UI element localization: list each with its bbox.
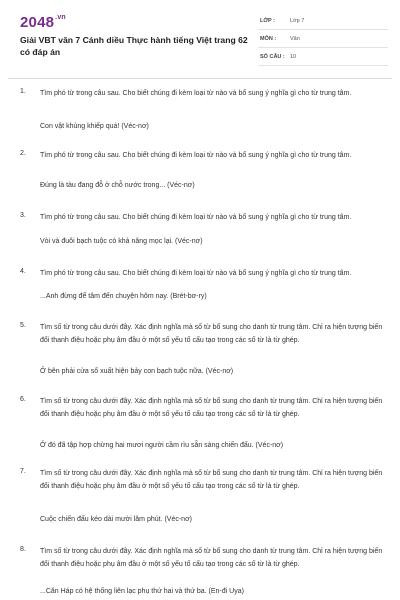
question-prompt: Tìm phó từ trong câu sau. Cho biết chúng đi kèm loại từ nào và bổ sung ý nghĩa gì cho từ trung tâm. (40, 270, 352, 277)
question-prompt: Tìm số từ trong câu dưới đây. Xác định nghĩa mà số từ bổ sung cho danh từ trung tâm. Chỉ ra hiện tượng biến đổi thanh điệu hoặc phụ âm đầu ở một số yếu tố cấu tạo trong các số từ là từ ghép. (40, 470, 383, 490)
logo-number: 2048 (20, 14, 55, 31)
question-prompt: Tìm phó từ trong câu sau. Cho biết chúng đi kèm loại từ nào và bổ sung ý nghĩa gì cho từ trung tâm. (40, 90, 352, 97)
header-divider (8, 78, 392, 79)
meta-value: Lớp 7 (290, 18, 305, 24)
question-number: 3. (20, 212, 26, 219)
question-number: 8. (20, 546, 26, 553)
meta-info-box (258, 16, 388, 70)
question-prompt: Tìm số từ trong câu dưới đây. Xác định nghĩa mà số từ bổ sung cho danh từ trung tâm. Chỉ ra hiện tượng biến đổi thanh điệu hoặc phụ âm đầu ở một số yếu tố cấu tạo trong các số từ là từ ghép. (40, 398, 383, 418)
question-prompt: Tìm phó từ trong câu sau. Cho biết chúng đi kèm loại từ nào và bổ sung ý nghĩa gì cho từ trung tâm. (40, 214, 352, 221)
document-header (8, 10, 392, 72)
question-example: ...Căn Háp có hệ thống liên lạc phụ thứ hai và thứ ba. (En-đi Uya) (40, 588, 244, 595)
question-example: Ở bên phải cửa sổ xuất hiện bảy con bạch tuộc nữa. (Véc-nơ) (40, 368, 234, 375)
meta-label: SỐ CÂU : (260, 54, 285, 60)
page-title: Giải VBT văn 7 Cánh diều Thực hành tiếng Việt trang 62 có đáp án (20, 35, 248, 57)
question-example: Ở đó đã tập hợp chừng hai mươi người cầm rìu sẵn sàng chiến đấu. (Véc-nơ) (40, 442, 284, 449)
meta-label: LỚP : (260, 18, 275, 24)
question-example: Cuộc chiến đấu kéo dài mười lăm phút. (Véc-nơ) (40, 516, 192, 523)
meta-label: MÔN : (260, 36, 277, 42)
question-example: Con vật khủng khiếp quá! (Véc-nơ) (40, 123, 149, 130)
question-number: 4. (20, 268, 26, 275)
question-example: ...Anh đừng để tâm đến chuyện hôm nay. (Brét-bơ-ry) (40, 293, 207, 300)
question-prompt: Tìm số từ trong câu dưới đây. Xác định nghĩa mà số từ bổ sung cho danh từ trung tâm. Chỉ ra hiện tượng biến đổi thanh điệu hoặc phụ âm đầu ở một số yếu tố cấu tạo trong các số từ là từ ghép. (40, 324, 383, 344)
site-logo[interactable] (20, 14, 66, 31)
question-example: Vòi và đuôi bạch tuộc có khả năng mọc lại. (Véc-nơ) (40, 238, 203, 245)
meta-row-subject (258, 34, 388, 48)
question-number: 7. (20, 468, 26, 475)
question-number: 6. (20, 396, 26, 403)
question-number: 1. (20, 88, 26, 95)
meta-value: Văn (290, 36, 300, 42)
question-number: 5. (20, 322, 26, 329)
meta-row-count (258, 52, 388, 66)
question-prompt: Tìm số từ trong câu dưới đây. Xác định nghĩa mà số từ bổ sung cho danh từ trung tâm. Chỉ ra hiện tượng biến đổi thanh điệu hoặc phụ âm đầu ở một số yếu tố cấu tạo trong các số từ là từ ghép. (40, 548, 383, 568)
question-prompt: Tìm phó từ trong câu sau. Cho biết chúng đi kèm loại từ nào và bổ sung ý nghĩa gì cho từ trung tâm. (40, 152, 352, 159)
question-number: 2. (20, 150, 26, 157)
logo-tld: .vn (55, 14, 66, 21)
question-example: Đúng là tàu đang đỗ ở chỗ nước trong... (Véc-nơ) (40, 182, 195, 189)
meta-row-grade (258, 16, 388, 30)
meta-value: 10 (290, 54, 297, 60)
